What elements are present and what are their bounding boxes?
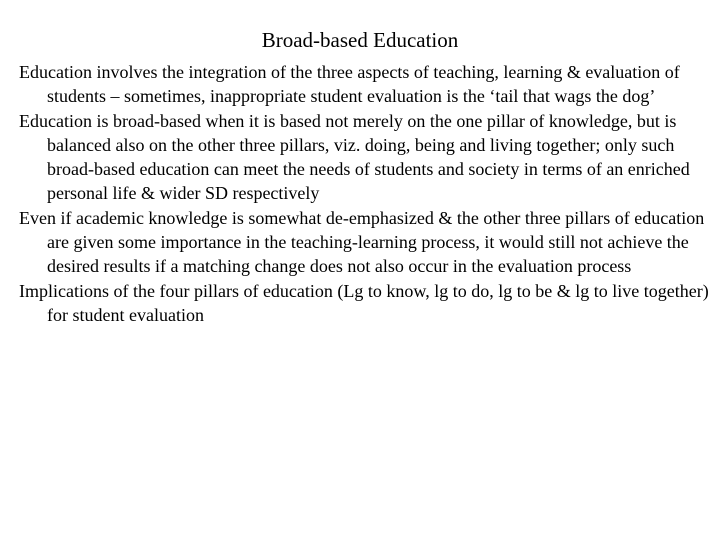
paragraph-4: Implications of the four pillars of education (Lg to know, lg to do, lg to be & lg to live together) for student evaluation [19,280,709,325]
paragraph-2: Education is broad-based when it is based not merely on the one pillar of knowledge, but is balanced also on the other three pillars, viz. doing, being and living together; only such broad-based education can meet the needs of students and society in terms of an enriched personal life & wider SD respectively [19,110,690,204]
paragraph-1: Education involves the integration of the three aspects of teaching, learning & evaluation of students – sometimes, inappropriate student evaluation is the ‘tail that wags the dog’ [19,62,680,107]
slide-body [19,60,709,327]
paragraph-3: Even if academic knowledge is somewhat de-emphasized & the other three pillars of education are given some importance in the teaching-learning process, it would still not achieve the desired results if a matching change does not also occur in the evaluation process [19,207,705,277]
slide-title: Broad-based Education [261,28,459,52]
